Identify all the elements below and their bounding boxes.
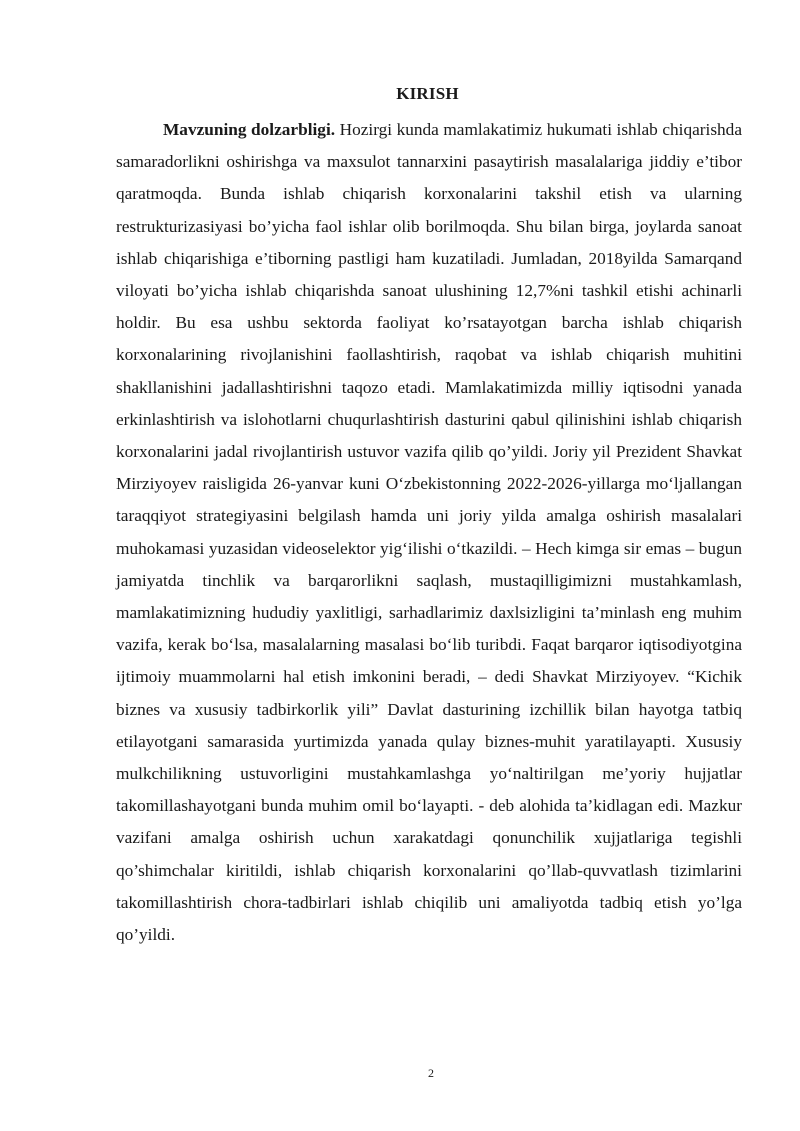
body-paragraph	[116, 114, 742, 951]
lead-bold-phrase: Mavzuning dolzarbligi.	[163, 120, 336, 139]
paragraph-text: Hozirgi kunda mamlakatimiz hukumati ishlab chiqarishda samaradorlikni oshirishga va maxsulot tannarxini pasaytirish masalalariga jiddiy e’tibor qaratmoqda. Bunda ishlab chiqarish korxonalarini takshil etish va ularning restrukturizasiyasi bo’yicha faol ishlar olib borilmoqda. Shu bilan birga, joylarda sanoat ishlab chiqarishiga e’tiborning pastligi ham kuzatiladi. Jumladan, 2018yilda Samarqand viloyati bo’yicha ishlab chiqarishda sanoat ulushining 12,7%ni tashkil etishi achinarli holdir. Bu esa ushbu sektorda faoliyat ko’rsatayotgan barcha ishlab chiqarish korxonalarining rivojlanishini faollashtirish, raqobat va ishlab chiqarish muhitini shakllanishini jadallashtirishni taqozo etadi. Mamlakatimizda milliy iqtisodni yanada erkinlashtirish va islohotlarni chuqurlashtirish dasturini qabul qilinishini ishlab chiqarish korxonalarini jadal rivojlantirish ustuvor vazifa qilib qo’yildi. Joriy yil Prezident Shavkat Mirziyoyev raisligida 26-yanvar kuni O‘zbekistonning 2022-2026-yillarga mo‘ljallangan taraqqiyot strategiyasini belgilash hamda uni joriy yilda amalga oshirish masalalari muhokamasi yuzasidan videoselektor yig‘ilishi o‘tkazildi. – Hech kimga sir emas – bugun jamiyatda tinchlik va barqarorlikni saqlash, mustaqilligimizni mustahkamlash, mamlakatimizning hududiy yaxlitligi, sarhadlarimiz daxlsizligini ta’minlash eng muhim vazifa, kerak bo‘lsa, masalalarning masalasi bo‘lib turibdi. Faqat barqaror iqtisodiyotgina ijtimoiy muammolarni hal etish imkonini beradi, – dedi Shavkat Mirziyoyev. “Kichik biznes va xususiy tadbirkorlik yili” Davlat dasturining izchillik bilan hayotga tatbiq etilayotgani samarasida yurtimizda yanada qulay biznes-muhit yaratilayapti. Xususiy mulkchilikning ustuvorligini mustahkamlashga yo‘naltirilgan me’yoriy hujjatlar takomillashayotgani bunda muhim omil bo‘layapti. - deb alohida ta’kidlagan edi. Mazkur vazifani amalga oshirish uchun xarakatdagi qonunchilik xujjatlariga tegishli qo’shimchalar kiritildi, ishlab chiqarish korxonalarini qo’llab-quvvatlash tizimlarini takomillashtirish chora-tadbirlari ishlab chiqilib uni amaliyotda tadbiq etish yo’lga qo’yildi.	[116, 120, 742, 945]
page-number: 2	[428, 1066, 434, 1080]
section-heading: KIRISH	[396, 84, 459, 103]
